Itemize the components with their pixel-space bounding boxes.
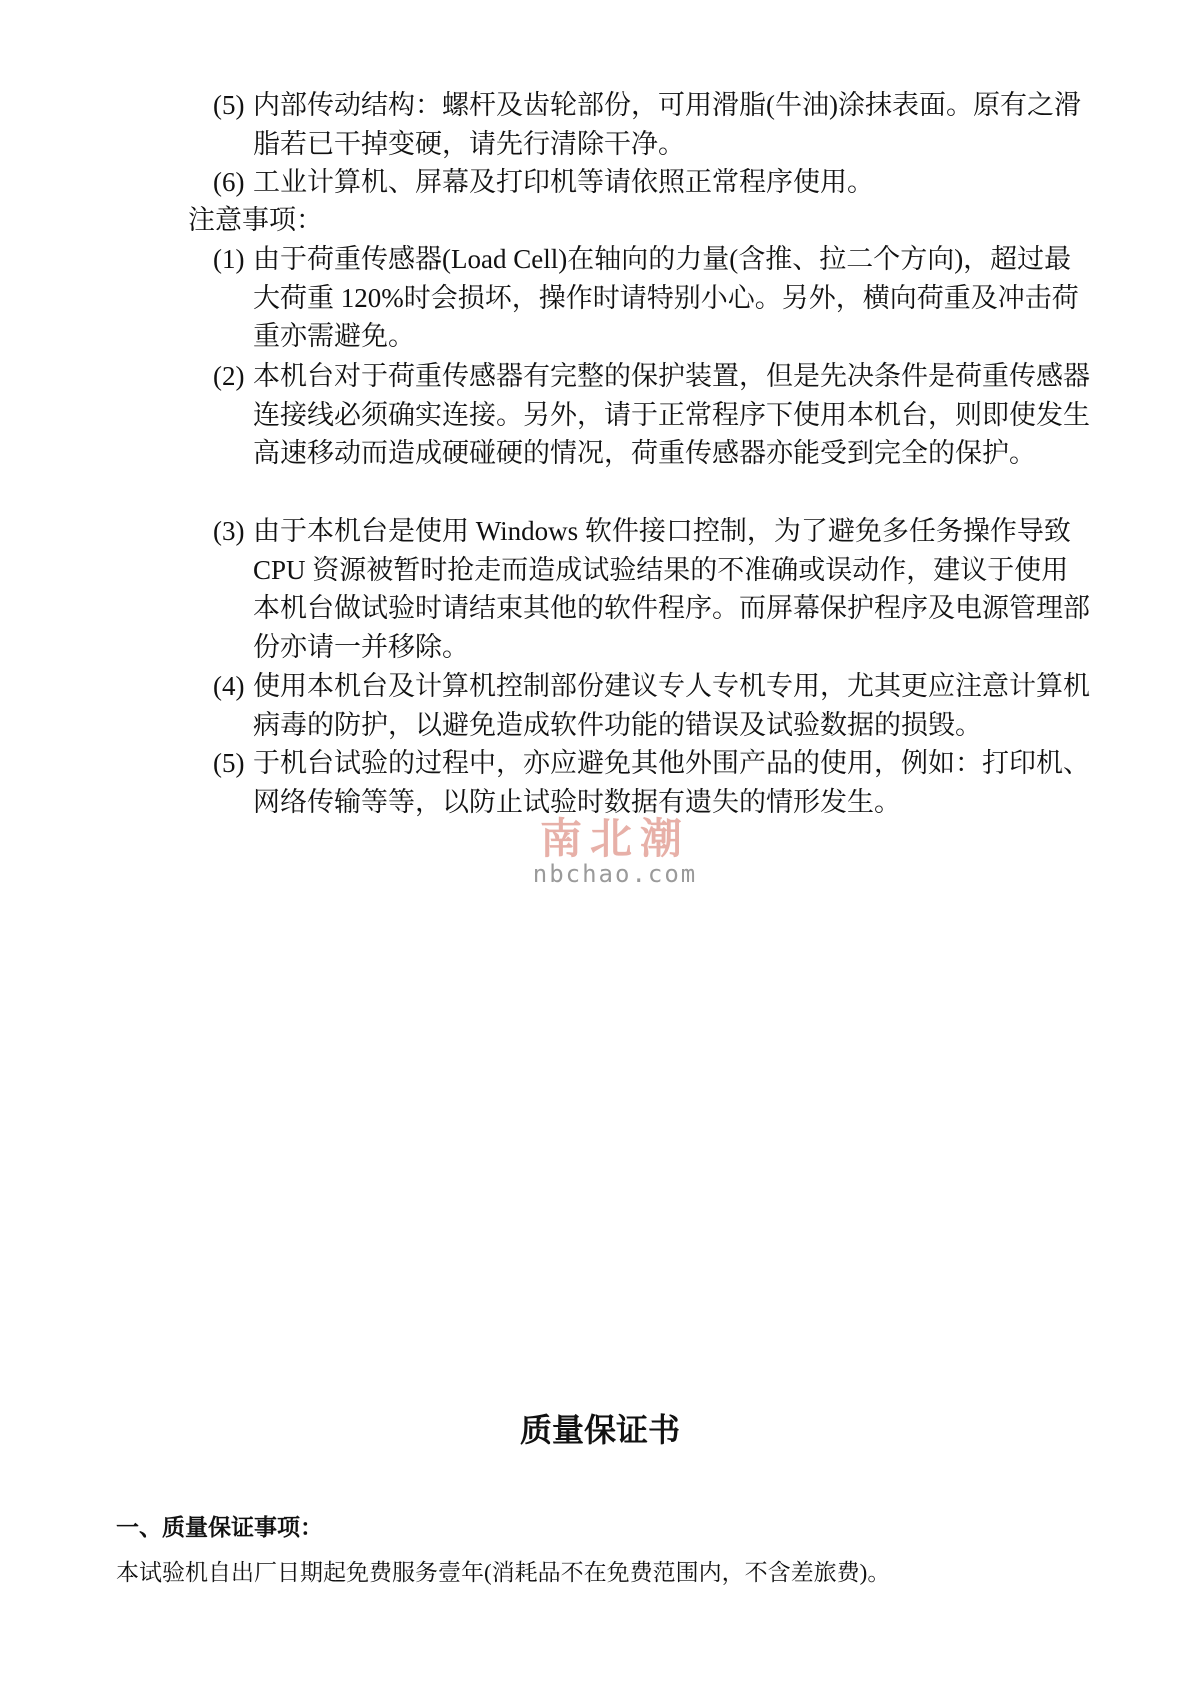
item-text: 工业计算机、屏幕及打印机等请依照正常程序使用。 bbox=[253, 167, 874, 197]
item-text: 由于本机台是使用 Windows 软件接口控制，为了避免多任务操作导致 CPU 资源被暂时抢走而造成试验结果的不准确或误动作，建议于使用本机台做试验时请结束其他的软件程序。而屏幕保护程序及电源管理部份亦请一并移除。 bbox=[253, 516, 1090, 662]
maintenance-item-5 bbox=[213, 86, 1093, 163]
item-number: (4) bbox=[213, 671, 245, 701]
precaution-item-3 bbox=[213, 512, 1093, 666]
watermark-logo bbox=[500, 816, 730, 886]
precaution-item-4 bbox=[213, 667, 1093, 744]
watermark-url: nbchao.com bbox=[532, 860, 698, 888]
precaution-item-1 bbox=[213, 240, 1093, 356]
precautions-heading: 注意事项： bbox=[188, 205, 323, 235]
item-number: (5) bbox=[213, 90, 245, 120]
item-number: (1) bbox=[213, 244, 245, 274]
maintenance-item-6 bbox=[213, 163, 1093, 202]
item-text: 内部传动结构：螺杆及齿轮部份，可用滑脂(牛油)涂抹表面。原有之滑脂若已干掉变硬，请先行清除干净。 bbox=[253, 90, 1081, 159]
precaution-item-5 bbox=[213, 744, 1093, 821]
item-text: 于机台试验的过程中，亦应避免其他外围产品的使用，例如：打印机、网络传输等等，以防止试验时数据有遗失的情形发生。 bbox=[253, 748, 1090, 817]
item-number: (6) bbox=[213, 167, 245, 197]
warranty-title: 质量保证书 bbox=[519, 1411, 680, 1449]
item-number: (2) bbox=[213, 361, 245, 391]
item-number: (3) bbox=[213, 516, 245, 546]
warranty-section-title: 一、质量保证事项： bbox=[116, 1515, 323, 1541]
item-number: (5) bbox=[213, 748, 245, 778]
item-text: 由于荷重传感器(Load Cell)在轴向的力量(含推、拉二个方向)，超过最大荷重 120%时会损坏，操作时请特别小心。另外，横向荷重及冲击荷重亦需避免。 bbox=[253, 244, 1079, 351]
precaution-item-2 bbox=[213, 357, 1093, 473]
watermark-chinese: 南北潮 bbox=[539, 814, 690, 863]
warranty-section-body: 本试验机自出厂日期起免费服务壹年(消耗品不在免费范围内，不含差旅费)。 bbox=[116, 1560, 891, 1585]
item-text: 使用本机台及计算机控制部份建议专人专机专用，尤其更应注意计算机病毒的防护，以避免造成软件功能的错误及试验数据的损毁。 bbox=[253, 671, 1090, 740]
item-text: 本机台对于荷重传感器有完整的保护装置，但是先决条件是荷重传感器连接线必须确实连接。另外，请于正常程序下使用本机台，则即使发生高速移动而造成硬碰硬的情况，荷重传感器亦能受到完全的保护。 bbox=[253, 361, 1090, 468]
